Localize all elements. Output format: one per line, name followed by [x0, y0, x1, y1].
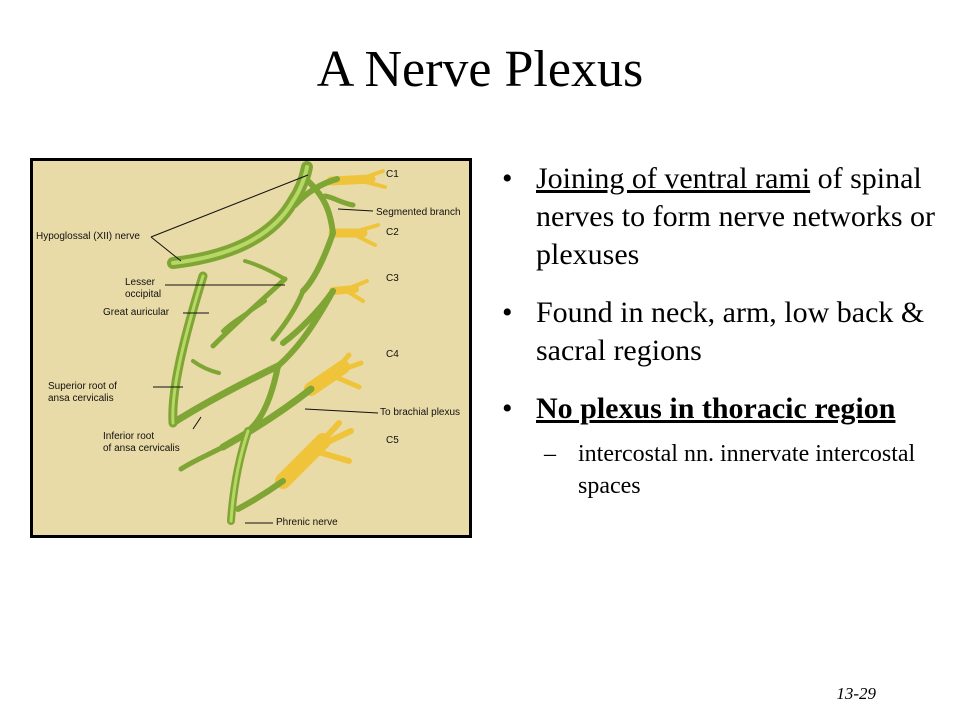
sub-bullet-text: intercostal nn. innervate intercostal spaces — [578, 441, 916, 499]
slide-title: A Nerve Plexus — [316, 41, 644, 98]
label-to-brachial-plexus: To brachial plexus — [380, 407, 461, 418]
bullet-text: Found in neck, arm, low back & sacral regions — [536, 296, 925, 367]
label-inferior-root-line1: Inferior root — [103, 431, 155, 442]
label-hypoglossal-nerve: Hypoglossal (XII) nerve — [36, 231, 140, 242]
bullet-underlined-term: Joining of ventral rami — [536, 162, 811, 195]
green-nerves — [173, 167, 353, 521]
label-lesser-occipital-line2: occipital — [125, 289, 162, 300]
label-phrenic-nerve: Phrenic nerve — [276, 517, 338, 528]
sub-bullet-item — [496, 438, 946, 502]
label-superior-root-line2: ansa cervicalis — [48, 393, 114, 404]
bullet-text: of spinal nerves to form nerve networks or plexuses — [536, 162, 936, 271]
label-superior-root-line1: Superior root of — [48, 381, 117, 392]
sub-bullet-dash: – — [544, 441, 556, 467]
label-c1: C1 — [386, 169, 399, 180]
label-c4: C4 — [386, 349, 399, 360]
bullet-bold-underlined-text: No plexus in thoracic region — [536, 392, 896, 425]
bullet-item — [496, 160, 946, 274]
label-segmented-branch: Segmented branch — [376, 207, 461, 218]
label-great-auricular: Great auricular — [103, 307, 170, 318]
label-inferior-root-line2: of ansa cervicalis — [103, 443, 180, 454]
label-lesser-occipital-line1: Lesser — [125, 277, 156, 288]
bullet-dot: • — [502, 392, 513, 425]
bullet-dot: • — [502, 162, 513, 195]
bullet-dot: • — [502, 296, 513, 329]
bullet-item — [496, 294, 946, 370]
label-c3: C3 — [386, 273, 399, 284]
page-number: 13-29 — [836, 684, 876, 703]
nerve-plexus-illustration — [30, 158, 472, 538]
label-c5: C5 — [386, 435, 399, 446]
bullet-list — [496, 160, 946, 502]
label-c2: C2 — [386, 227, 399, 238]
bullet-item — [496, 390, 946, 428]
spinal-roots — [283, 171, 385, 481]
